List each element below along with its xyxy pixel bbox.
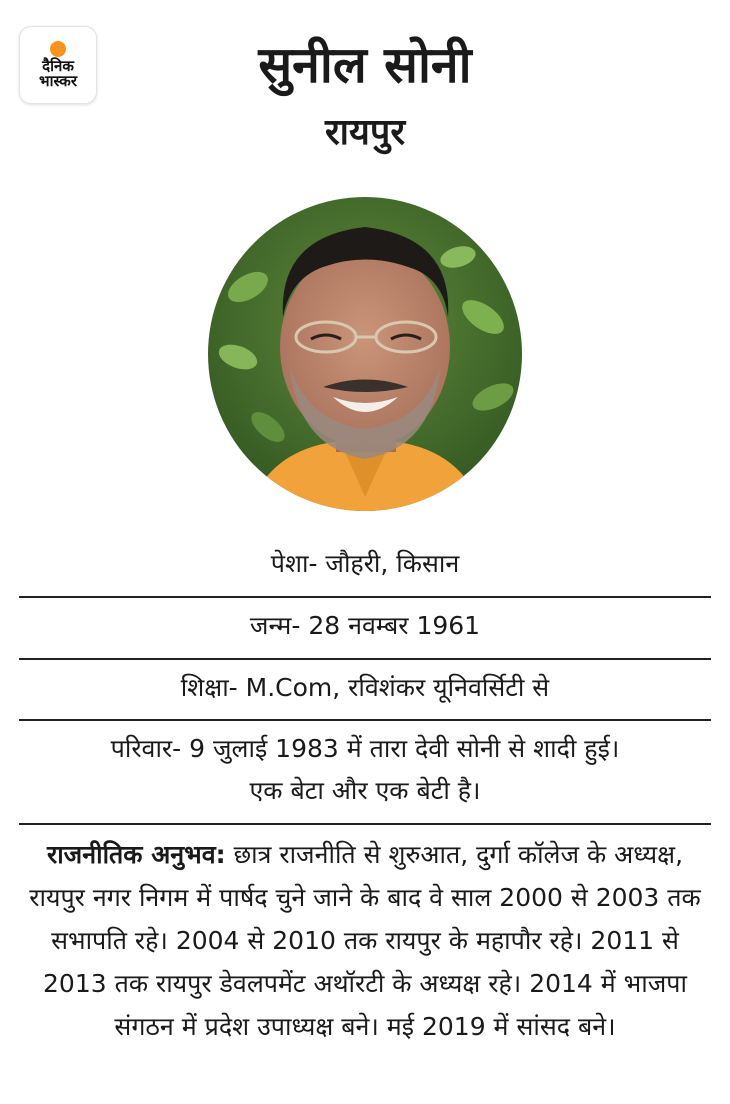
divider [19, 823, 711, 825]
political-text: छात्र राजनीति से शुरुआत, दुर्गा कॉलेज के अध्यक्ष, रायपुर नगर निगम में पार्षद चुने जाने के बाद वे साल 2000 से 2003 तक सभापति रहे। 2004 से 2010 तक रायपुर के महापौर रहे। 2011 से 2013 तक रायपुर डेवलपमेंट अथॉरटी के अध्यक्ष रहे। 2014 में भाजपा संगठन में प्रदेश उपाध्यक्ष बने। मई 2019 में सांसद बने। [29, 840, 701, 1041]
portrait-photo [208, 197, 522, 511]
political-label: राजनीतिक अनुभव: [46, 840, 226, 869]
profession-row: पेशा- जौहरी, किसान [270, 549, 460, 578]
logo-text-line1: दैनिक [42, 57, 74, 75]
divider [19, 658, 711, 660]
divider [19, 719, 711, 721]
family-line-2: एक बेटा और एक बेटी है। [249, 776, 481, 805]
birth-row: जन्म- 28 नवम्बर 1961 [249, 611, 481, 640]
family-row [19, 728, 711, 812]
person-city: रायपुर [324, 112, 406, 153]
political-experience-row [19, 833, 711, 1048]
divider [19, 596, 711, 598]
person-name: सुनील सोनी [258, 36, 472, 94]
logo-text-line2: भास्कर [39, 72, 77, 90]
family-line-1: परिवार- 9 जुलाई 1983 में तारा देवी सोनी से शादी हुई। [110, 734, 620, 763]
education-row: शिक्षा- M.Com, रविशंकर यूनिवर्सिटी से [180, 673, 550, 702]
